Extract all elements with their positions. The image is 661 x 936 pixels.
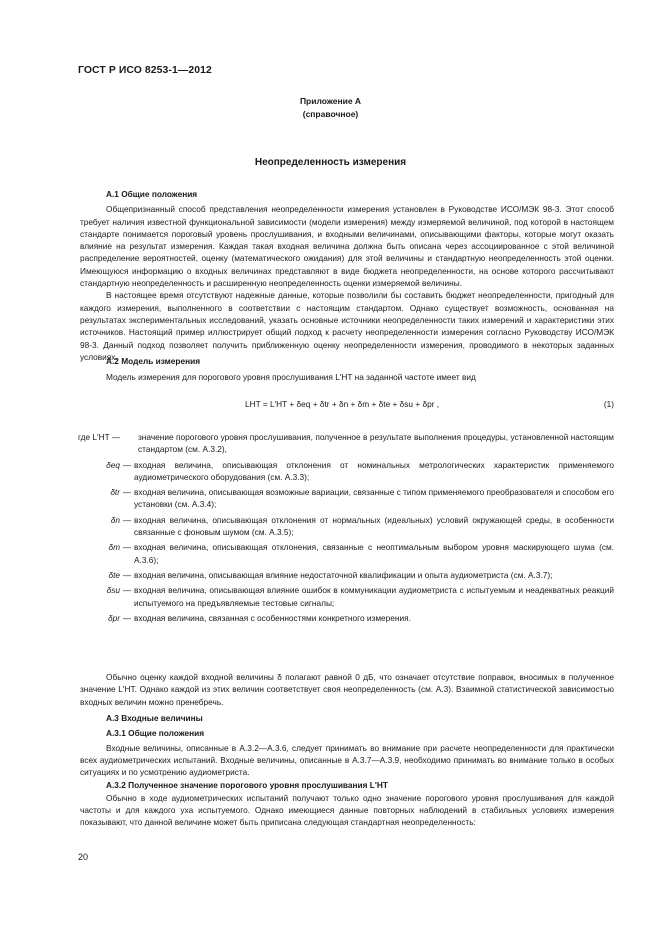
- a2-paragraph-1: Модель измерения для порогового уровня прослушивания L'HT на заданной частоте имеет вид: [106, 372, 476, 383]
- definition-dash: —: [122, 514, 132, 525]
- definition-symbol: δm: [108, 542, 120, 553]
- definition-dash: —: [122, 569, 132, 580]
- definition-symbol: δte: [108, 569, 120, 580]
- definition-text: входная величина, описывающая возможные вариации, связанные с типом применяемого преобразователя и способом его установки (см. А.3.4);: [134, 487, 614, 510]
- definition-text: входная величина, описывающая влияние ошибок в коммуникации аудиометриста с испытуемым и неадекватных реакций испытуемого на предъявляемые тестовые сигналы;: [134, 585, 614, 608]
- measurement-model-formula: LHT = L'HT + δeq + δtr + δn + δm + δte + δsu + δpr ,: [245, 399, 440, 409]
- definition-text: входная величина, описывающая отклонения от номинальных метрологических характеристик применяемого аудиометрического оборудования (см. А.3.3);: [134, 459, 614, 482]
- definition-row: [78, 584, 614, 609]
- definition-symbol: δsu: [106, 585, 120, 596]
- definition-row: [78, 541, 614, 566]
- definition-text: входная величина, описывающая отклонения от нормальных (идеальных) условий окружающей среды, в особенности связанные с фоновым шумом (см. А.3.5);: [134, 514, 614, 538]
- definition-text: входная величина, описывающая влияние недостаточной квалификации и опыта аудиометриста (см. А.3.7);: [134, 569, 553, 580]
- formula-number: (1): [603, 399, 614, 409]
- formula-row: [80, 398, 614, 412]
- definition-text: входная величина, описывающая отклонения, связанные с неоптимальным выбором уровня маскирующего шума (см. А.3.6);: [134, 542, 614, 565]
- definition-row: [78, 612, 614, 624]
- where-label: где L'HT —: [78, 432, 121, 442]
- page-number: 20: [78, 852, 89, 862]
- definition-symbol: δpr: [108, 612, 120, 623]
- a2-paragraph-2: Обычно оценку каждой входной величины δ полагают равной 0 дБ, что означает отсутствие поправок, вносимых в полученное значение L'HT. Однако каждой из этих величин соответствует своя неопределенность (см. А.3). Взаимной статистической зависимостью входных величин можно пренебречь.: [80, 672, 614, 707]
- definitions-items: [78, 459, 614, 625]
- annex-note: (справочное): [302, 109, 359, 119]
- definitions-list: [78, 431, 614, 624]
- section-a3-heading: А.3 Входные величины: [106, 713, 203, 723]
- definition-dash: —: [122, 487, 132, 498]
- definition-row: [78, 486, 614, 511]
- definition-row: [78, 514, 614, 539]
- definition-dash: —: [122, 585, 132, 596]
- section-a1-heading: А.1 Общие положения: [106, 189, 198, 199]
- section-a32-heading: А.3.2 Полученное значение порогового уровня прослушивания L'HT: [106, 780, 388, 791]
- a1-paragraph-1: Общепризнанный способ представления неопределенности измерения установлен в Руководстве ИСО/МЭК 98-3. Этот способ требует наличия известной функциональной зависимости (модели измерения) между измеряемой величиной, под которой в настоящем стандарте понимается пороговый уровень прослушивания, и входными величинами, описывающими факторы, которые могут оказать влияние на результат измерения. Каждая такая входная величина должна быть описана через ассоциированное с этой величиной распределение вероятностей, оценку (математического ожидания) для этой величины и стандартную неопределенность этой оценки. Имеющуюся информацию о входных величинах представляют в виде бюджета неопределенности, на основе которого рассчитывают стандартную неопределенность и расширенную неопределенность оценки измеряемой величины.: [80, 204, 614, 289]
- section-a2: [80, 355, 614, 384]
- a1-paragraph-2: В настоящее время отсутствуют надежные данные, которые позволили бы составить бюджет неопределенности, пригодный для каждого измерения, выполненного в соответствии с настоящим стандартом. Однако существует возможность, основанная на результатах экспериментальных исследований, указать основные источники неопределенности таких измерений и характеристики этих источников. Настоящий пример иллюстрирует общий подход к расчету неопределенности измерения согласно Руководству ИСО/МЭК 98-3. Данный подход позволяет получить приближенную оценку неопределенности измерения, проводимого в некоторых заданных условиях.: [80, 290, 614, 362]
- definition-symbol: δn: [110, 514, 120, 525]
- main-title: Неопределенность измерения: [254, 157, 407, 168]
- section-a3: [80, 712, 614, 829]
- definition-dash: —: [122, 612, 132, 623]
- a32-paragraph-1: Обычно в ходе аудиометрических испытаний получают только одно значение порогового уровня прослушивания для каждой частоты и для каждого уха испытуемого. Однако имеющиеся данные повторных наблюдений в стабильных условиях измерения показывают, что данной величине может быть приписана следующая стандартная неопределенность:: [80, 792, 614, 828]
- standard-header: ГОСТ Р ИСО 8253-1—2012: [78, 65, 212, 76]
- definition-dash: —: [122, 542, 132, 553]
- definition-dash: —: [122, 459, 132, 470]
- definition-text: входная величина, связанная с особенностями конкретного измерения.: [134, 612, 411, 623]
- a2-closing: [80, 671, 614, 708]
- section-a1: [80, 188, 614, 363]
- section-a2-heading: А.2 Модель измерения: [106, 356, 201, 366]
- definition-row: [78, 431, 614, 456]
- definition-row: [78, 569, 614, 581]
- definition-symbol: δtr: [110, 487, 120, 498]
- a31-paragraph-1: Входные величины, описанные в А.3.2—А.3.6, следует принимать во внимание при расчете неопределенности для практически всех аудиометрических испытаний. Входные величины, описанные в А.3.7—А.3.9, необходимо принимать во внимание только в особых ситуациях и по усмотрению аудиометриста.: [80, 742, 614, 778]
- definition-text: значение порогового уровня прослушивания, полученное в результате выполнения процедуры, установленной настоящим стандартом (см. А.3.2),: [138, 432, 614, 455]
- section-a31-heading: А.3.1 Общие положения: [106, 728, 205, 739]
- definition-symbol: δeq: [106, 459, 120, 470]
- annex-title: Приложение А: [299, 96, 362, 106]
- definition-row: [78, 459, 614, 484]
